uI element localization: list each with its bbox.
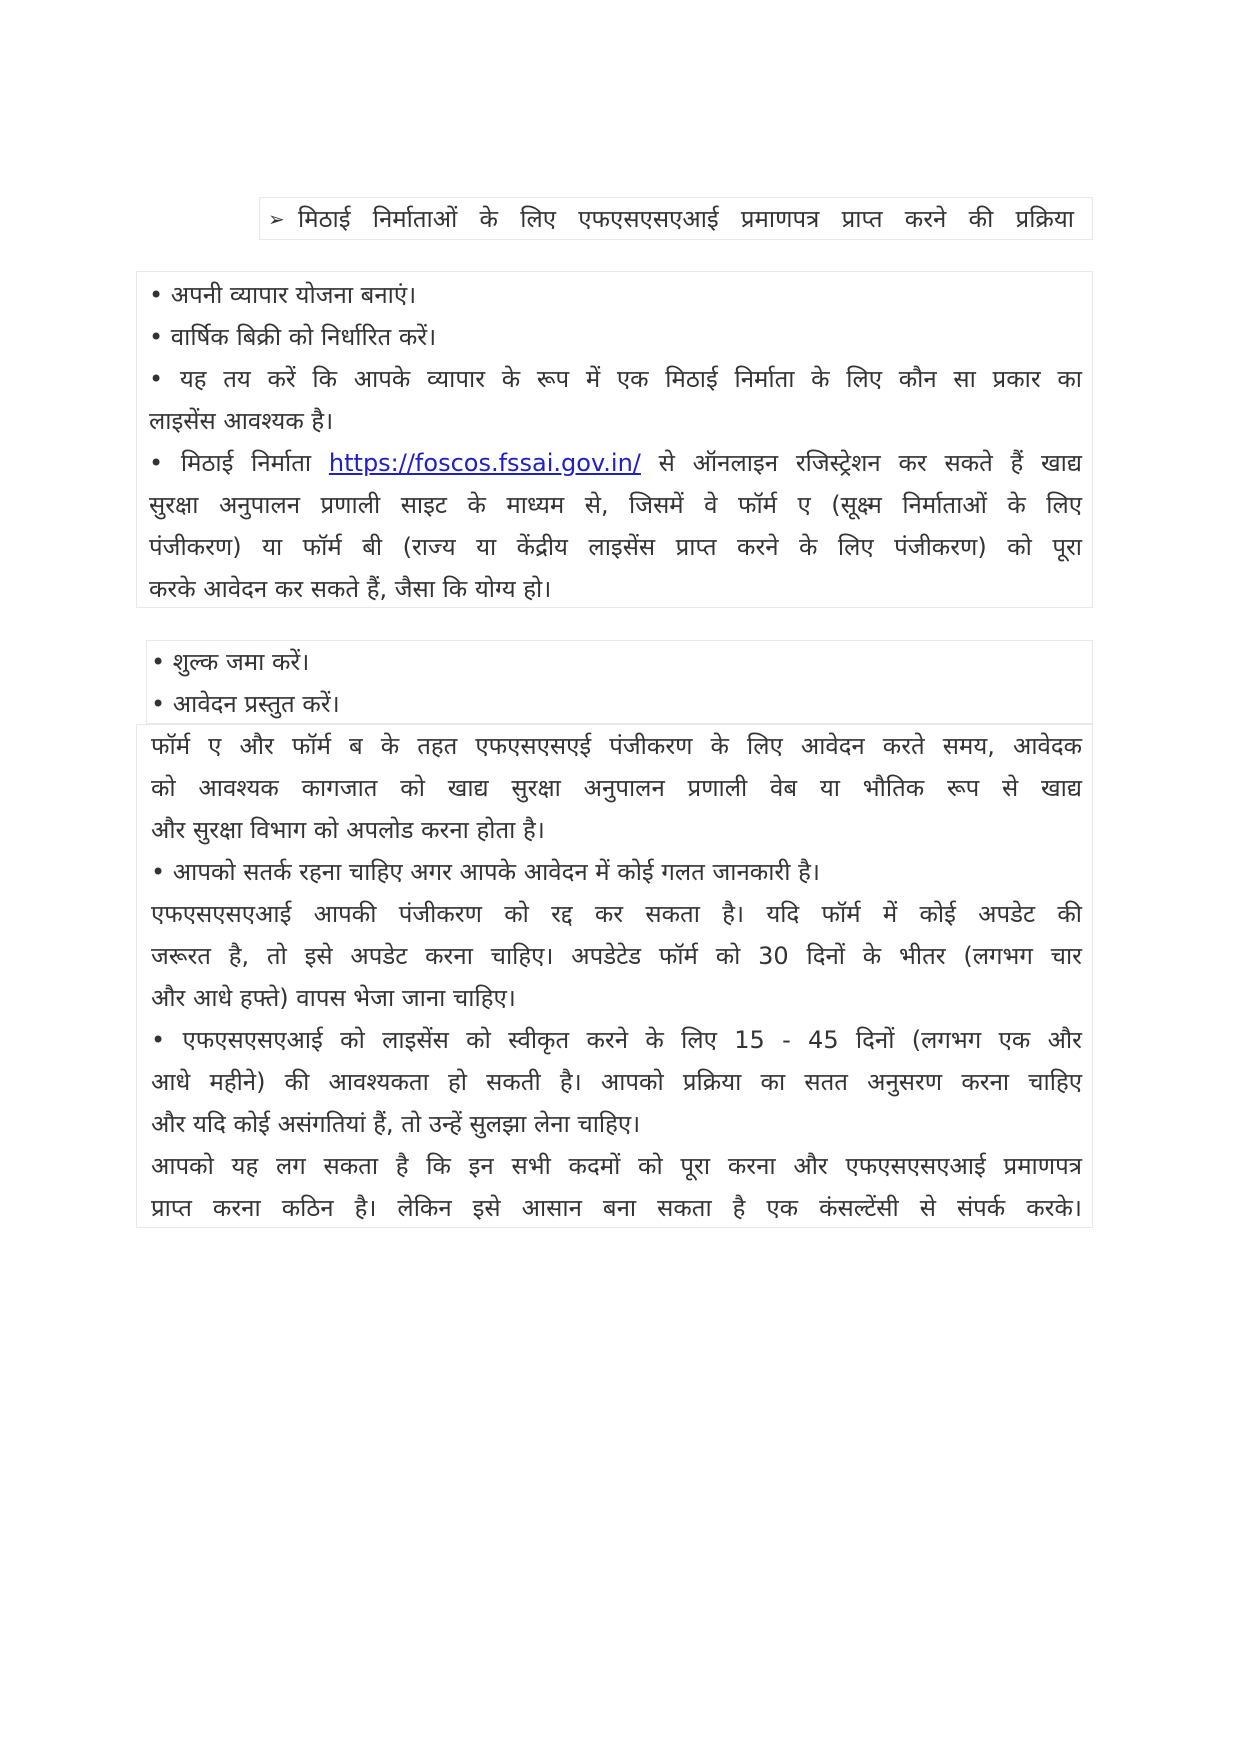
bullet-line: • आपको सतर्क रहना चाहिए अगर आपके आवेदन में कोई गलत जानकारी है। [151,858,820,886]
paragraph-line: प्राप्त करना कठिन है। लेकिन इसे आसान बना सकता है एक कंसल्टेंसी से संपर्क करके। [151,1194,1082,1222]
paragraph-line: जरूरत है, तो इसे अपडेट करना चाहिए। अपडेटेड फॉर्म को 30 दिनों के भीतर (लगभग चार [151,942,1082,970]
step-item: • अपनी व्यापार योजना बनाएं। [149,281,417,309]
step-item-cont: करके आवेदन कर सकते हैं, जैसा कि योग्य हो। [149,575,552,603]
paragraph-line: आधे महीने) की आवश्यकता हो सकती है। आपको प्रक्रिया का सतत अनुसरण करना चाहिए [151,1068,1082,1096]
paragraph-line: और सुरक्षा विभाग को अपलोड करना होता है। [151,816,545,844]
step-text: से ऑनलाइन रजिस्ट्रेशन कर सकते हैं खाद्य [640,449,1082,477]
section-heading [259,197,1093,240]
step-item: • वार्षिक बिक्री को निर्धारित करें। [149,323,437,351]
bullet-line: • एफएसएसएआई को लाइसेंस को स्वीकृत करने के लिए 15 - 45 दिनों (लगभग एक और [151,1026,1082,1054]
step-item: • यह तय करें कि आपके व्यापार के रूप में एक मिठाई निर्माता के लिए कौन सा प्रकार का [149,365,1082,393]
paragraph-line: आपको यह लग सकता है कि इन सभी कदमों को पूरा करना और एफएसएसएआई प्रमाणपत्र [151,1152,1082,1180]
paragraph-line: और आधे हफ्ते) वापस भेजा जाना चाहिए। [151,984,516,1012]
foscos-link[interactable]: https://foscos.fssai.gov.in/ [328,449,641,477]
step-item-cont: लाइसेंस आवश्यक है। [149,407,334,435]
step-text: • मिठाई निर्माता [149,449,329,477]
paragraph-line: और यदि कोई असंगतियां हैं, तो उन्हें सुलझा लेना चाहिए। [151,1110,641,1138]
paragraph-line: को आवश्यक कागजात को खाद्य सुरक्षा अनुपालन प्रणाली वेब या भौतिक रूप से खाद्य [151,774,1082,802]
paragraph-line: एफएसएसएआई आपकी पंजीकरण को रद्द कर सकता है। यदि फॉर्म में कोई अपडेट की [151,900,1082,928]
paragraph-line: फॉर्म ए और फॉर्म ब के तहत एफएसएसएई पंजीकरण के लिए आवेदन करते समय, आवेदक [151,732,1082,760]
step-item: • शुल्क जमा करें। [151,648,310,676]
steps-box [136,271,1093,608]
heading-title: मिठाई निर्माताओं के लिए एफएसएसएआई प्रमाणपत्र प्राप्त करने की प्रक्रिया [298,205,1074,233]
submit-steps-box [146,640,1093,724]
details-box [136,724,1093,1228]
step-item-cont: पंजीकरण) या फॉर्म बी (राज्य या केंद्रीय लाइसेंस प्राप्त करने के लिए पंजीकरण) को पूरा [149,533,1082,561]
step-item: • आवेदन प्रस्तुत करें। [151,690,340,718]
step-item-with-link [149,442,1082,484]
step-item-cont: सुरक्षा अनुपालन प्रणाली साइट के माध्यम से, जिसमें वे फॉर्म ए (सूक्ष्म निर्माताओं के लिए [149,491,1082,519]
arrow-bullet-icon: ➢ [268,206,285,231]
